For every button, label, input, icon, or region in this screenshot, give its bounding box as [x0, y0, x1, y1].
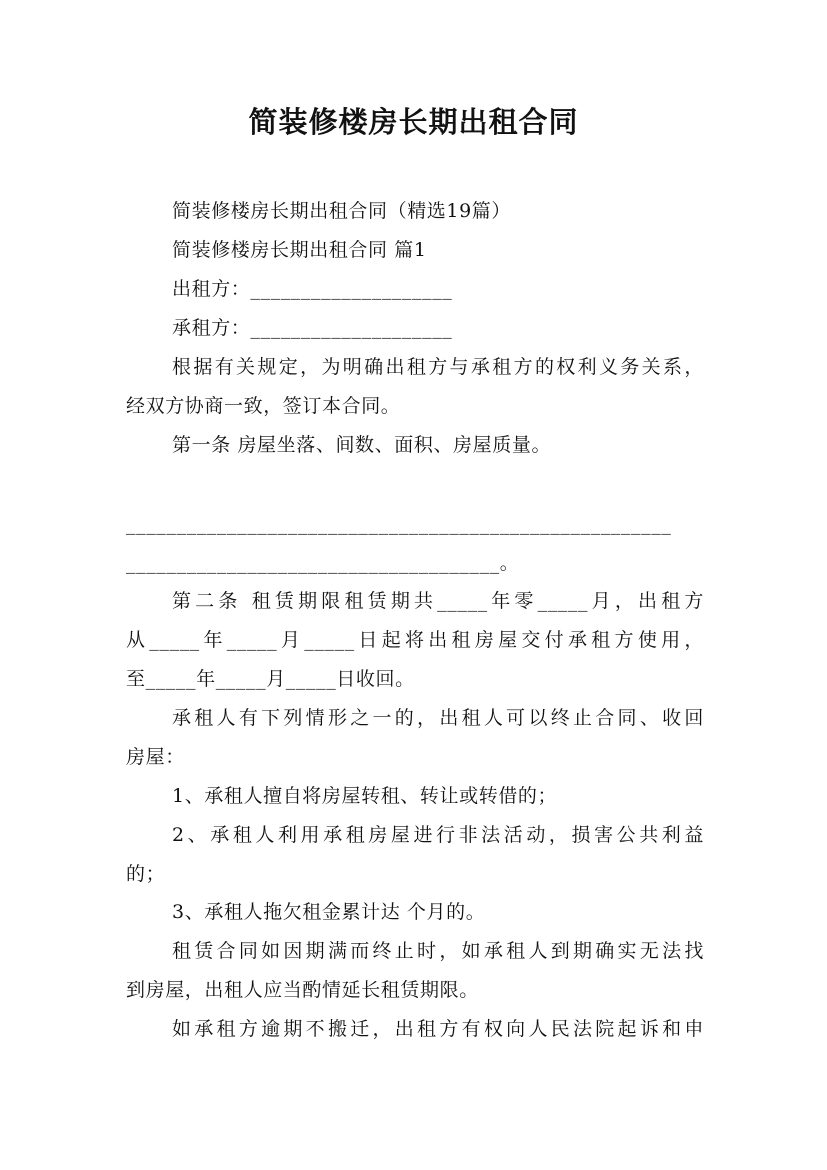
paragraph-line: 到房屋，出租人应当酌情延长租赁期限。 [126, 979, 479, 1001]
article-one-heading: 第一条 房屋坐落、间数、面积、房屋质量。 [172, 434, 552, 456]
list-item-continuation: 的； [126, 863, 166, 885]
blank-line: _____________________________________。 [126, 552, 520, 574]
article-two-line: 第二条 租赁期限租赁期共_____年零_____月，出租方 [172, 590, 704, 612]
document-title: 简装修楼房长期出租合同 [248, 105, 579, 139]
paragraph-line: 承租人有下列情形之一的，出租人可以终止合同、收回 [172, 707, 704, 729]
blank-line: ______________________________________________________ [126, 513, 672, 535]
lessee-field: 承租方：____________________ [172, 317, 453, 339]
paragraph-line: 如承租方逾期不搬迁，出租方有权向人民法院起诉和申 [172, 1018, 704, 1040]
lessor-field: 出租方：____________________ [172, 278, 453, 300]
list-item: 3、承租人拖欠租金累计达 个月的。 [172, 901, 486, 923]
paragraph-line: 至_____年_____月_____日收回。 [126, 668, 415, 690]
list-item: 1、承租人擅自将房屋转租、转让或转借的； [172, 785, 558, 807]
paragraph-line: 租赁合同如因期满而终止时，如承租人到期确实无法找 [172, 940, 704, 962]
paragraph-line: 房屋： [126, 746, 185, 768]
section-heading: 简装修楼房长期出租合同 篇1 [172, 239, 427, 261]
list-item: 2、承租人利用承租房屋进行非法活动，损害公共利益 [172, 824, 704, 846]
paragraph-line: 经双方协商一致，签订本合同。 [126, 395, 401, 417]
paragraph-line: 根据有关规定，为明确出租方与承租方的权利义务关系， [172, 356, 704, 378]
paragraph-line: 从_____年_____月_____日起将出租房屋交付承租方使用， [126, 629, 704, 651]
subtitle-line: 简装修楼房长期出租合同（精选19篇） [172, 200, 511, 222]
